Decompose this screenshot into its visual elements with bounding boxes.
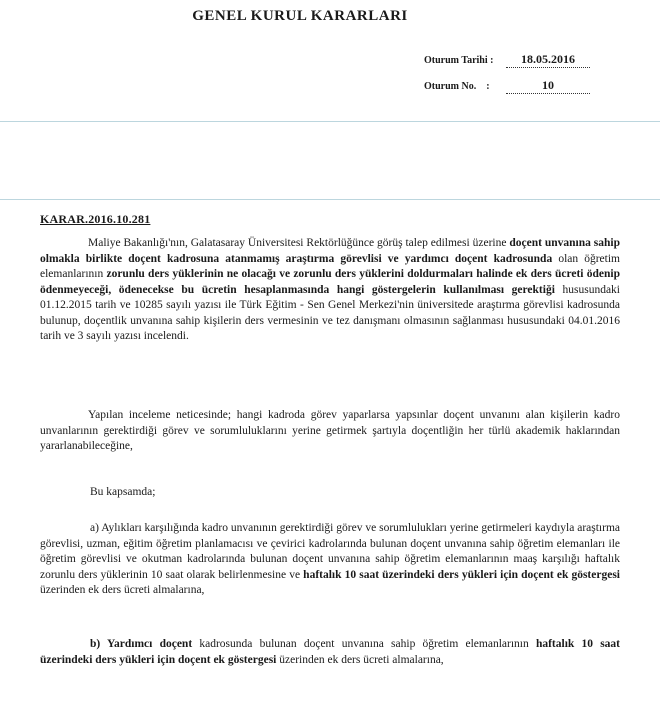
session-date — [424, 52, 590, 68]
text-run: üzerinden ek ders ücreti almalarına, — [276, 653, 444, 666]
session-number-label-text: Oturum No. — [424, 81, 477, 92]
text-run: kadrosunda bulunan doçent unvanına sahip öğretim elemanlarının — [192, 638, 536, 650]
session-number-label — [424, 81, 506, 92]
text-run: a) Aylıkları karşılığında kadro unvanının gerektirdiği görev ve sorumlulukları yerine getirmeleri kaydıyla araştırma görevlisi, uzman, eğitim öğretim planlamacısı ve çevirici kadrolarında bulunan doçent unvanına sahip öğretim elemanları ile öğretim görevlisi ve okutman kadrolarında bulunan doçent unvanına sahip öğretim elemanlarının maaş karşılığı haftalık zorunlu ders yüklerinin 10 saat olarak belirlenmesine ve — [40, 522, 620, 581]
session-number-separator: : — [486, 81, 490, 92]
document-title: GENEL KURUL KARARLARI — [192, 8, 408, 24]
paragraph-intro — [40, 236, 620, 345]
paragraph-conclusion: Yapılan inceleme neticesinde; hangi kadroda görev yaparlarsa yapsınlar doçent unvanını alan kişilerin kadro unvanlarının gerektirdiği görev ve sorumluluklarını yerine getirmek şartıyla doçentliğin her türlü akademik haklarından yararlanabileceğine, — [40, 409, 620, 452]
session-date-value: 18.05.2016 — [506, 52, 590, 68]
paragraph-item-a — [40, 521, 620, 599]
text-run-bold: zorunlu ders yüklerinin ne olacağı ve zorunlu ders yüklerini doldurmaları halinde ek ders ücreti ödenip ödenmeyeceği, ödenecekse bu ücretin hesaplanmasında hangi göstergelerin kullanılması gerektiği — [40, 268, 620, 296]
divider-line — [0, 199, 660, 200]
text-run: hususundaki 01.12.2015 tarih ve 10285 sayılı yazısı ile Türk Eğitim - Sen Genel Merkezi'nin üniversitede araştırma görevlisi kadrosunda bulunup, doçentlik unvanına sahip kişilerin ders vermesinin ve tez danışmanı olmasının sağlanması hususundaki 04.01.2016 tarih ve 3 sayılı yazısı incelendi. — [40, 283, 620, 342]
paragraph-scope: Bu kapsamda; — [90, 486, 156, 498]
text-run: üzerinden ek ders ücreti almalarına, — [40, 584, 205, 596]
session-number-value: 10 — [506, 78, 590, 94]
text-run: Maliye Bakanlığı'nın, Galatasaray Üniversitesi Rektörlüğünce görüş talep edilmesi üzerine — [88, 237, 510, 249]
session-date-label: Oturum Tarihi : — [424, 55, 494, 66]
text-run: olan öğretim elemanlarının — [40, 252, 620, 280]
text-run-bold: b) Yardımcı doçent — [90, 638, 193, 650]
session-number — [424, 78, 590, 94]
divider-line — [0, 121, 660, 122]
text-run-bold: haftalık 10 saat üzerindeki ders yükleri için doçent ek göstergesi — [303, 568, 620, 581]
text-run-bold: doçent unvanına sahip olmakla birlikte doçent kadrosuna atanmamış araştırma görevlisi ve yardımcı doçent kadrosunda — [40, 237, 620, 265]
paragraph-item-b — [40, 637, 620, 668]
text-run-bold: haftalık 10 saat üzerindeki ders yükleri için doçent ek göstergesi — [40, 638, 620, 666]
decision-number: KARAR.2016.10.281 — [40, 212, 151, 226]
